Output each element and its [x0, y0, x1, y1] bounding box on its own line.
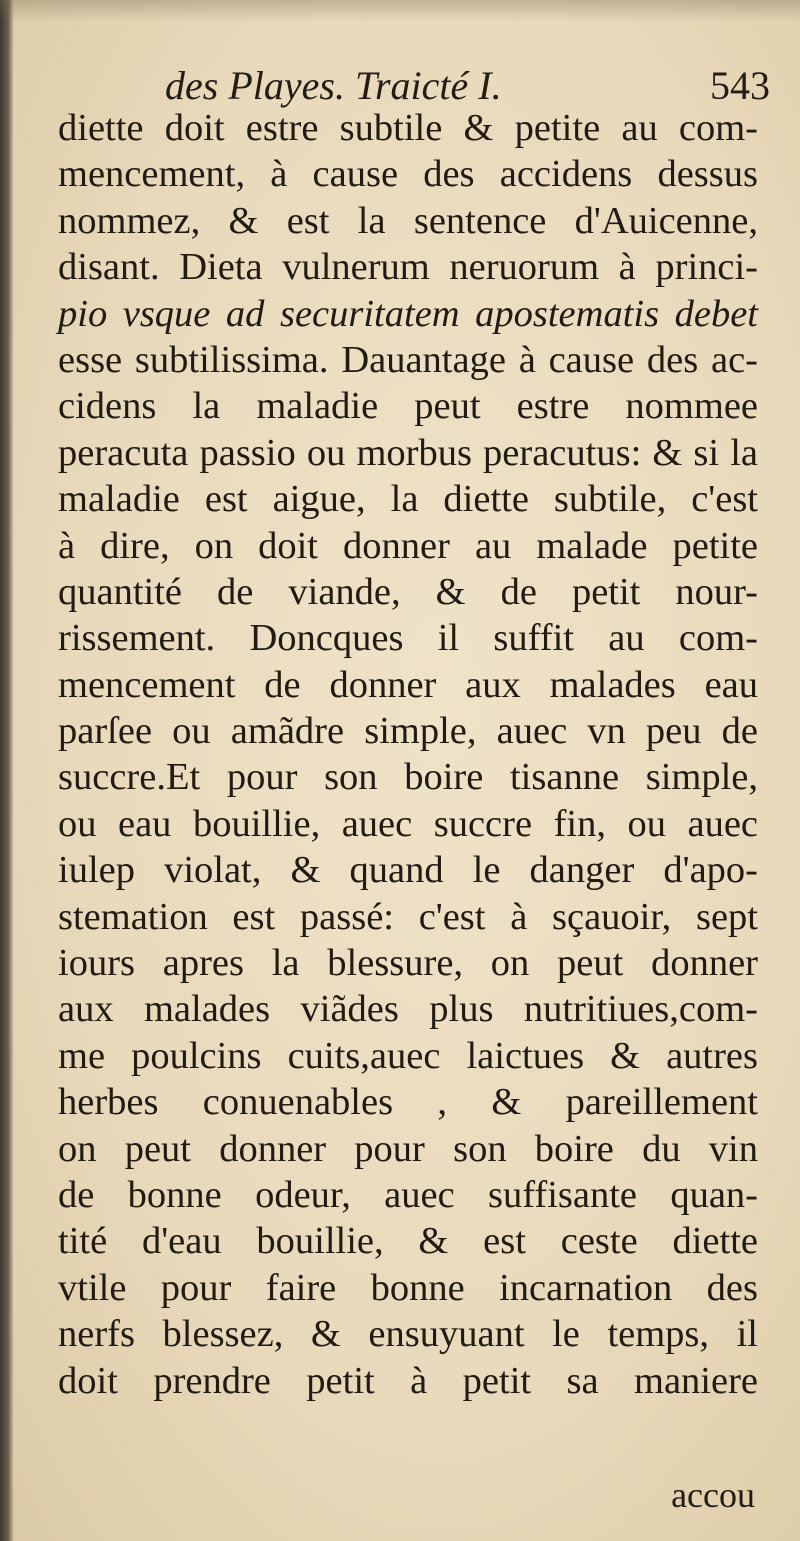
text-line: rissement. Doncques il suffit au com-	[58, 617, 758, 660]
text-line: diette doit estre subtile & petite au com-	[58, 107, 758, 149]
text-line: succre.Et pour son boire tisanne simple,	[58, 756, 758, 799]
body-text	[58, 105, 758, 1404]
text-line: herbes conuenables , & pareillement	[58, 1081, 758, 1124]
text-line: esse subtilissima. Dauantage à cause des ac-	[58, 338, 758, 381]
text-line: nerfs blessez, & ensuyuant le temps, il	[58, 1313, 758, 1356]
text-line: nommez, & est la sentence d'Auicenne,	[58, 199, 758, 242]
text-line: iulep violat, & quand le danger d'apo-	[58, 849, 758, 892]
latin-quote-line: pio vsque ad securitatem apostematis debet	[58, 292, 758, 335]
text-line: disant. Dieta vulnerum neruorum à princi-	[58, 246, 758, 289]
text-line: quantité de viande, & de petit nour-	[58, 570, 758, 613]
text-line: tité d'eau bouillie, & est ceste diette	[58, 1220, 758, 1263]
text-line: mencement, à cause des accidens dessus	[58, 153, 758, 196]
text-line: maladie est aigue, la diette subtile, c'est	[58, 478, 758, 521]
running-head	[165, 62, 770, 110]
text-line: parſee ou amãdre simple, auec vn peu de	[58, 710, 758, 753]
text-line: stemation est passé: c'est à sçauoir, sept	[58, 895, 758, 938]
page-number: 543	[710, 63, 770, 108]
running-title: des Playes. Traicté I.	[165, 63, 502, 108]
text-line: mencement de donner aux malades eau	[58, 663, 758, 706]
catchword: accou	[671, 1475, 755, 1515]
text-line: vtile pour faire bonne incarnation des	[58, 1266, 758, 1309]
text-line: on peut donner pour son boire du vin	[58, 1127, 758, 1170]
text-line: aux malades viãdes plus nutritiues,com-	[58, 988, 758, 1031]
text-line: iours apres la blessure, on peut donner	[58, 942, 758, 985]
text-line: ou eau bouillie, auec succre fin, ou auec	[58, 802, 758, 845]
text-line: peracuta passio ou morbus peracutus: & si la	[58, 431, 758, 474]
text-line: me poulcins cuits,auec laictues & autres	[58, 1034, 758, 1077]
text-line: cidens la maladie peut estre nommee	[58, 385, 758, 428]
text-line: de bonne odeur, auec suffisante quan-	[58, 1173, 758, 1216]
text-line: à dire, on doit donner au malade petite	[58, 524, 758, 567]
text-line: doit prendre petit à petit sa maniere	[58, 1359, 758, 1402]
